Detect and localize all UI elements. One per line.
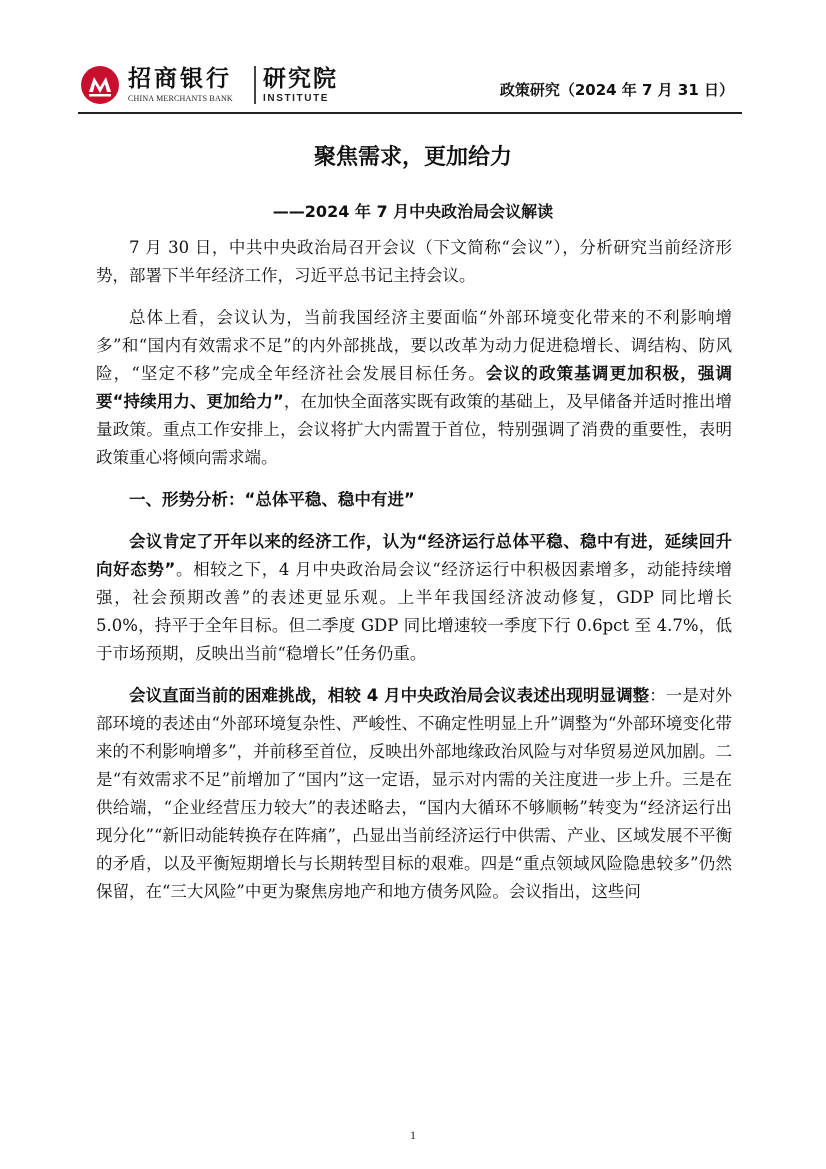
header-divider	[254, 66, 256, 104]
brand-name-en: CHINA MERCHANTS BANK	[128, 94, 233, 103]
assessment-emphasis: 会议肯定了开年以来的经济工作，认为“经济运行总体平稳、稳中有进，延续回升向好态势”	[96, 532, 732, 579]
overview-emphasis: 会议的政策基调更加积极，强调要“持续用力、更加给力”	[96, 364, 732, 411]
document-title: 聚焦需求，更加给力	[313, 145, 512, 170]
overview-text-1: 总体上看，会议认为，当前我国经济主要面临“外部环境变化带来的不利影响增多”和“国内有效需求不足”的内外部挑战，要以改革为动力促进稳增长、调结构、防风险，“坚定不移”完成全年经济社会发展目标任务。	[96, 308, 732, 383]
challenges-emphasis: 会议直面当前的困难挑战，相较 4 月中央政治局会议表述出现明显调整	[129, 686, 650, 705]
paragraph-challenges	[96, 682, 732, 906]
report-type-date: 政策研究（2024 年 7 月 31 日）	[499, 81, 734, 99]
header-rule	[78, 112, 742, 114]
paragraph-overview	[96, 304, 732, 472]
paragraph-intro: 7 月 30 日，中共中央政治局召开会议（下文简称“会议”），分析研究当前经济形势，部署下半年经济工作，习近平总书记主持会议。	[96, 238, 732, 285]
document-body	[96, 234, 732, 920]
institute-name-en: INSTITUTE	[263, 93, 330, 104]
cmb-logo-icon	[80, 65, 120, 105]
challenges-text: ：一是对外部环境的表述由“外部环境复杂性、严峻性、不确定性明显上升”调整为“外部环境变化带来的不利影响增多”，并前移至首位，反映出外部地缘政治风险与对华贸易逆风加剧。二是“有效需求不足”前增加了“国内”这一定语，显示对内需的关注度进一步上升。三是在供给端，“企业经营压力较大”的表述略去，“国内大循环不够顺畅”转变为“经济运行出现分化”“新旧动能转换存在阵痛”，凸显出当前经济运行中供需、产业、区域发展不平衡的矛盾，以及平衡短期增长与长期转型目标的艰难。四是“重点领域风险隐患较多”仍然保留，在“三大风险”中更为聚焦房地产和地方债务风险。会议指出，这些问	[96, 686, 732, 901]
page-header	[0, 0, 826, 115]
section-heading-1: 一、形势分析：“总体平稳、稳中有进”	[129, 490, 415, 509]
assessment-text: 。相较之下，4 月中央政治局会议“经济运行中积极因素增多，动能持续增强，社会预期改善”的表述更显乐观。上半年我国经济波动修复，GDP 同比增长 5.0%，持平于全年目标。但二季度 GDP 同比增速较一季度下行 0.6pct 至 4.7%，低于市场预期，反映出当前“稳增长”任务仍重。	[96, 560, 732, 663]
institute-name-cn: 研究院	[263, 66, 338, 92]
brand-name-cn: 招商银行	[128, 66, 232, 92]
page-number: 1	[410, 1128, 416, 1142]
document-subtitle: ——2024 年 7 月中央政治局会议解读	[272, 202, 554, 221]
institute-name	[263, 66, 338, 104]
overview-text-2: ，在加快全面落实既有政策的基础上，及早储备并适时推出增量政策。重点工作安排上，会议将扩大内需置于首位，特别强调了消费的重要性，表明政策重心将倾向需求端。	[96, 392, 732, 467]
brand-name	[128, 66, 233, 103]
paragraph-assessment	[96, 528, 732, 668]
